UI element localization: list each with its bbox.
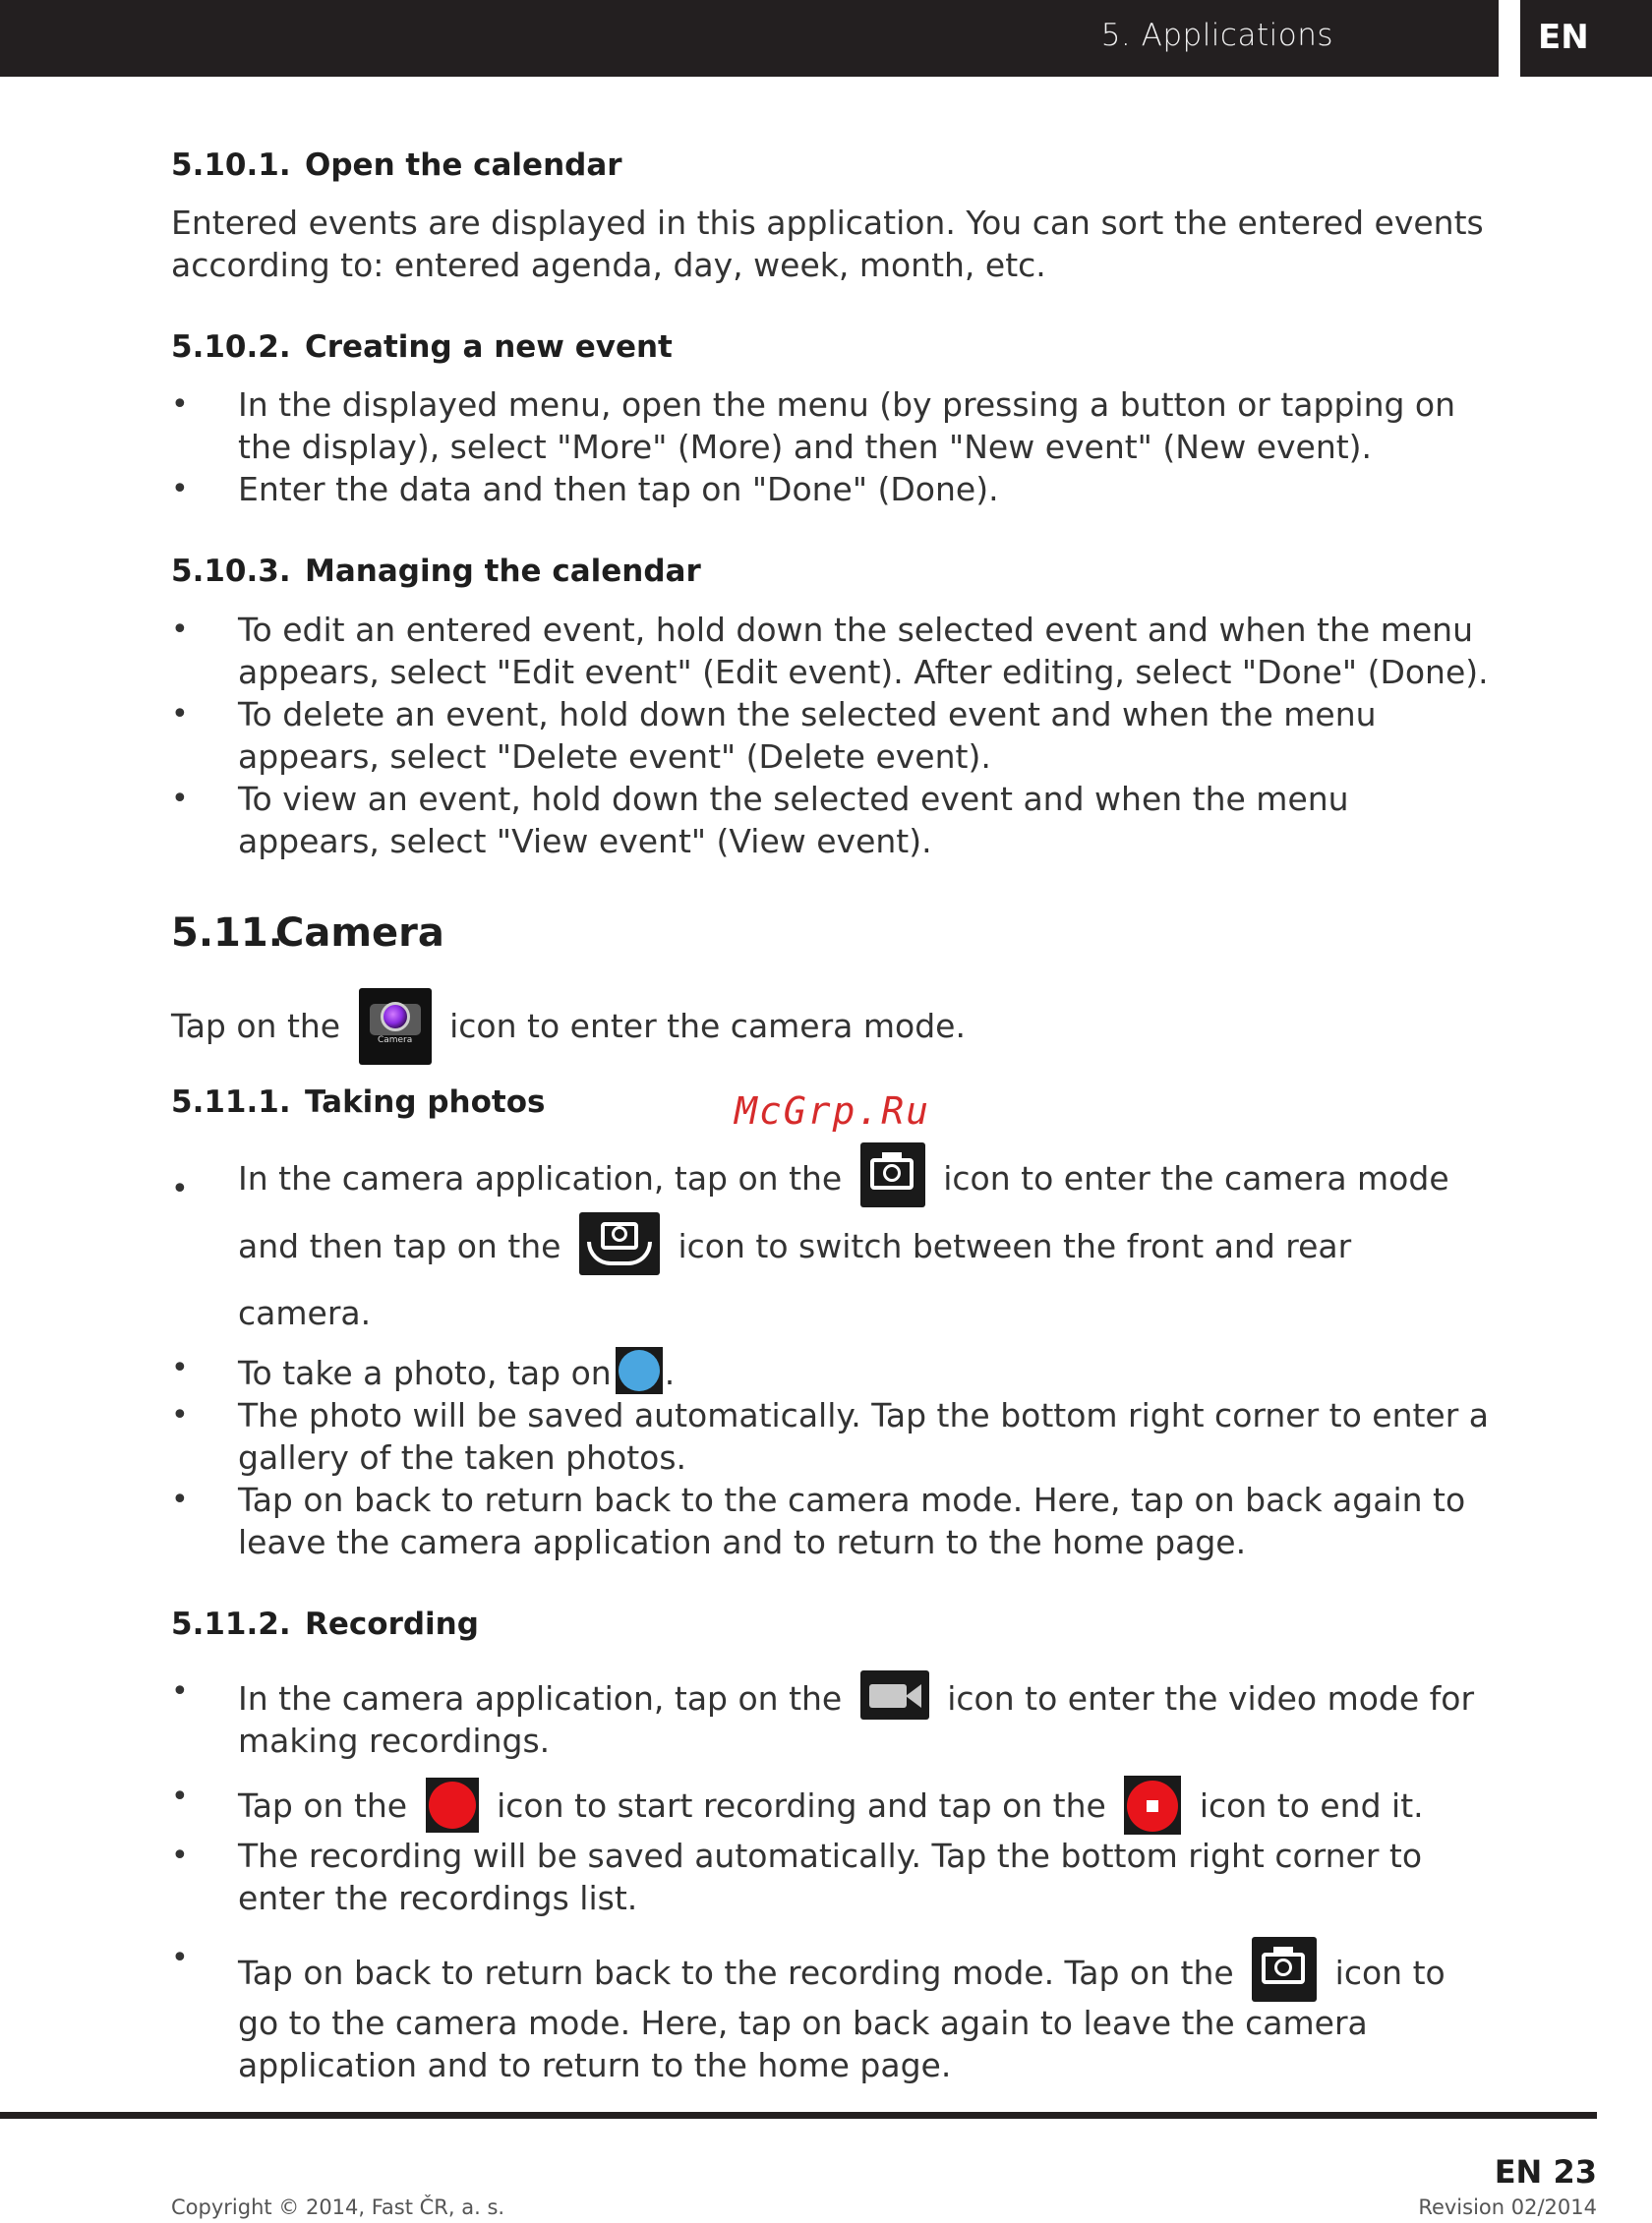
list-item: • The photo will be saved automatically. Tap the bottom right corner to enter a gallery of the taken photos.	[171, 1395, 1490, 1477]
page-number: EN 23	[1494, 2153, 1597, 2191]
heading-5-10-1: 5.10.1. Open the calendar	[171, 147, 622, 183]
list-item: • Enter the data and then tap on "Done" (Done).	[171, 470, 999, 509]
list-item: • In the camera application, tap on the icon to enter the camera mode and then tap on the icon to switch between the front and rear camera.	[171, 1142, 1489, 1347]
paragraph-camera-intro: Tap on the Camera icon to enter the camera mode.	[171, 988, 1489, 1065]
language-badge	[1520, 0, 1652, 77]
list-item: • The recording will be saved automatically. Tap the bottom right corner to enter the recordings list.	[171, 1836, 1423, 1917]
list-item: • Tap on back to return back to the camera mode. Here, tap on back again to leave the camera application and to return to the home page.	[171, 1480, 1466, 1561]
language-label: EN	[1538, 18, 1589, 57]
record-icon	[426, 1778, 479, 1833]
list-item: • To edit an entered event, hold down the selected event and when the menu appears, select "Edit event" (Edit event). After editing, select "Done" (Done).	[171, 610, 1489, 691]
camera-icon	[1252, 1937, 1317, 2002]
footer-rule	[0, 2112, 1597, 2119]
stop-record-icon	[1124, 1776, 1181, 1835]
list-taking-photos	[171, 1142, 1489, 1563]
watermark: McGrp.Ru	[735, 1089, 931, 1133]
list-item: • In the displayed menu, open the menu (by pressing a button or tapping on the display), select "More" (More) and then "New event" (New event).	[171, 385, 1456, 467]
list-item: • Tap on back to return back to the recording mode. Tap on the icon to go to the camera mode. Here, tap on back again to leave the camera application and to return to the home page.	[171, 1937, 1489, 2086]
heading-5-10-2: 5.10.2. Creating a new event	[171, 329, 673, 366]
list-recording	[171, 1670, 1489, 2086]
list-item: • To view an event, hold down the selected event and when the menu appears, select "View event" (View event).	[171, 779, 1349, 860]
copyright: Copyright © 2014, Fast ČR, a. s.	[171, 2195, 505, 2219]
list-new-event	[171, 383, 1489, 510]
list-item: • To delete an event, hold down the selected event and when the menu appears, select "Delete event" (Delete event).	[171, 694, 1377, 776]
list-item: • Tap on the icon to start recording and tap on the icon to end it.	[171, 1776, 1489, 1835]
list-item: • In the camera application, tap on the icon to enter the video mode for making recordings.	[171, 1670, 1489, 1762]
camera-icon	[860, 1142, 925, 1207]
shutter-icon	[616, 1347, 663, 1394]
heading-5-10-3: 5.10.3. Managing the calendar	[171, 554, 701, 590]
paragraph-open-calendar: Entered events are displayed in this application. You can sort the entered events according to: entered agenda, day, week, month, etc.	[171, 204, 1484, 285]
header-bar	[0, 0, 1499, 77]
heading-5-11: 5.11. Camera	[171, 909, 444, 956]
section-label: 5. Applications	[1100, 18, 1333, 53]
video-camera-icon	[860, 1670, 929, 1720]
revision: Revision 02/2014	[1418, 2195, 1597, 2219]
camera-app-icon: Camera	[359, 988, 432, 1065]
list-managing-calendar	[171, 609, 1489, 862]
list-item: • To take a photo, tap on .	[171, 1347, 1489, 1394]
switch-camera-icon	[579, 1212, 660, 1275]
heading-5-11-1: 5.11.1. Taking photos	[171, 1083, 546, 1120]
heading-5-11-2: 5.11.2. Recording	[171, 1606, 479, 1642]
